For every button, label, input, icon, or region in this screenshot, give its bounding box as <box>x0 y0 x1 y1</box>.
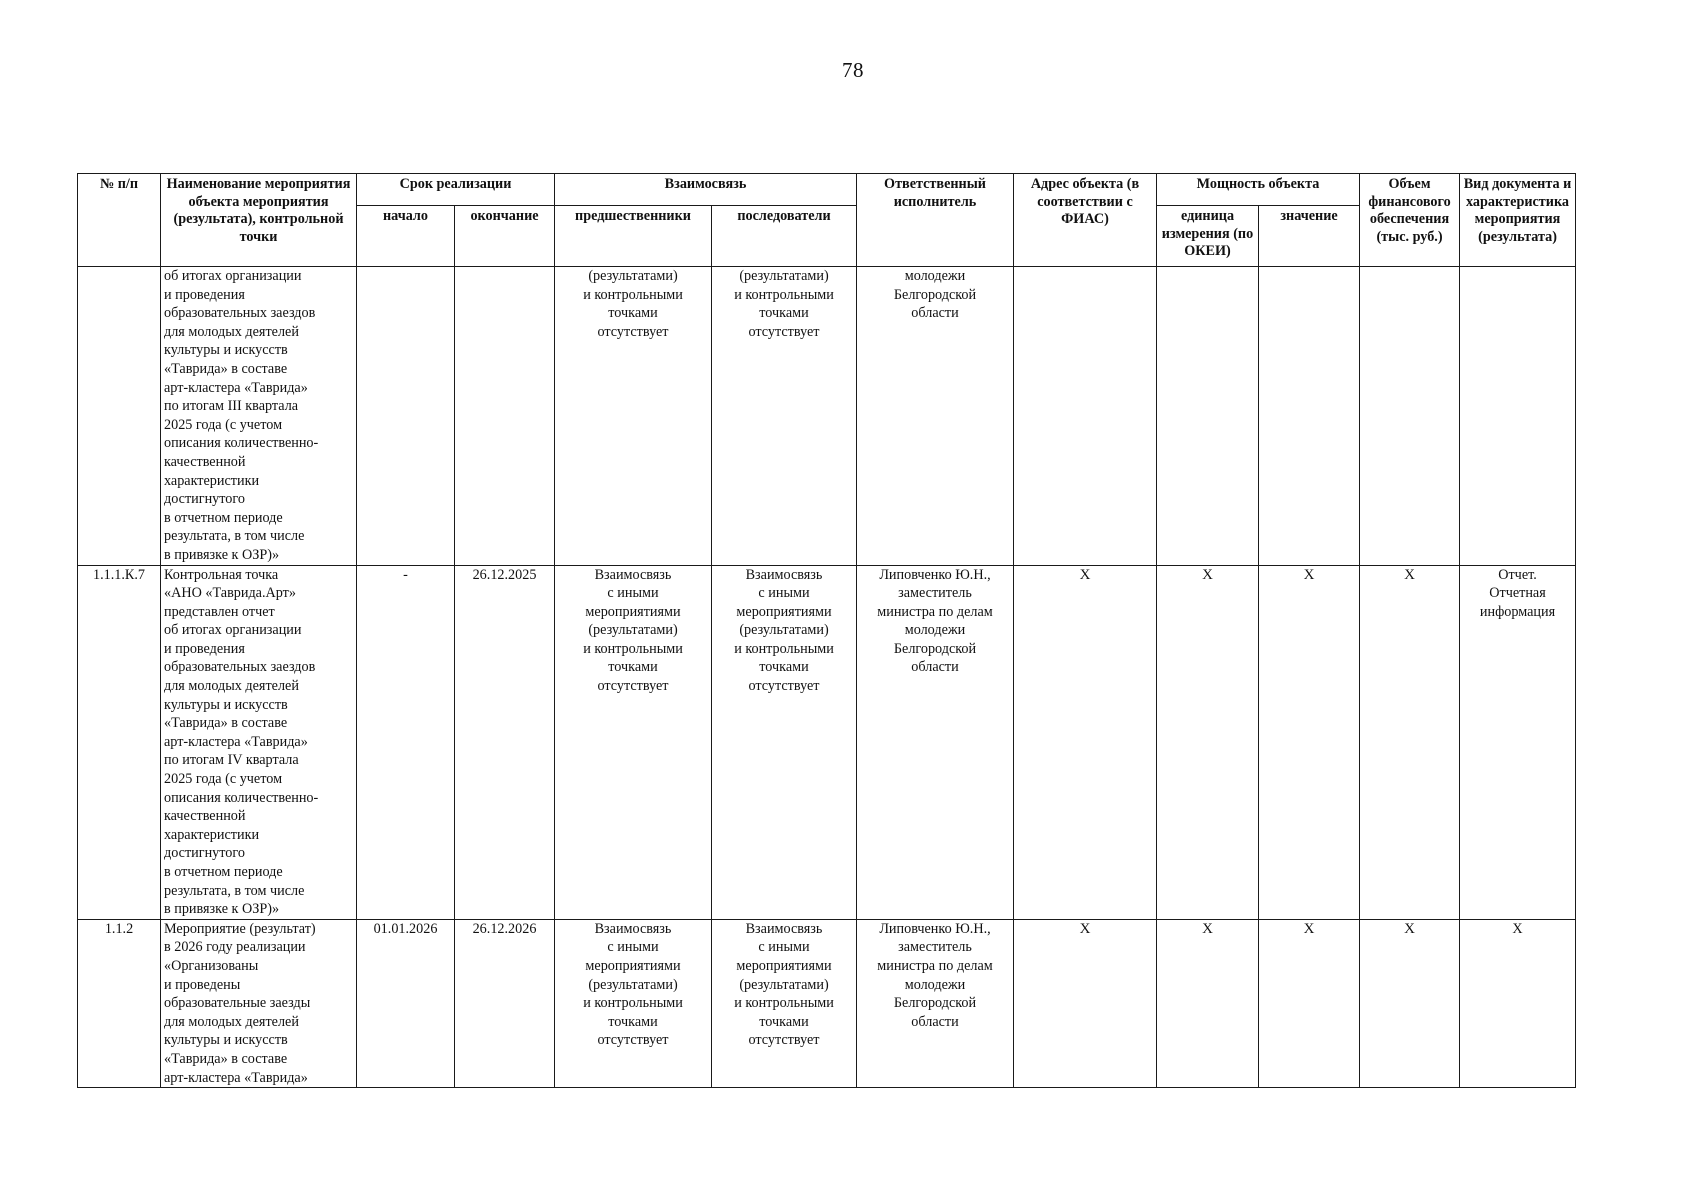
table-row <box>78 267 1706 566</box>
table-row <box>78 565 1706 919</box>
row-start: - <box>357 565 455 919</box>
row-end <box>455 267 555 566</box>
row-unit: X <box>1157 919 1259 1087</box>
header-predecessors: предшественники <box>555 206 712 267</box>
header-successors: последователи <box>712 206 857 267</box>
row-num <box>78 267 161 566</box>
row-successors: Взаимосвязь с иными мероприятиями (результатами) и контрольными точками отсутствует <box>712 919 857 1087</box>
row-name: Контрольная точка «АНО «Таврида.Арт» представлен отчет об итогах организации и проведения образовательных заездов для молодых деятелей культуры и искусств «Таврида» в составе арт-кластера «Таврида» по итогам IV квартала 2025 года (с учетом описания количественно- качественной характеристики достигнутого в отчетном периоде результата, в том числе в привязке к ОЗР)» <box>161 565 357 919</box>
row-value <box>1259 267 1360 566</box>
row-end: 26.12.2025 <box>455 565 555 919</box>
header-name: Наименование мероприятия объекта мероприятия (результата), контрольной точки <box>161 174 357 267</box>
header-relation: Взаимосвязь <box>555 174 857 206</box>
table-row <box>78 919 1706 1087</box>
row-finance: X <box>1360 565 1460 919</box>
header-finance: Объем финансового обеспечения (тыс. руб.) <box>1360 174 1460 267</box>
row-responsible: Липовченко Ю.Н., заместитель министра по делам молодежи Белгородской области <box>857 565 1014 919</box>
row-address: X <box>1014 565 1157 919</box>
row-predecessors: (результатами) и контрольными точками отсутствует <box>555 267 712 566</box>
row-successors: (результатами) и контрольными точками отсутствует <box>712 267 857 566</box>
page-number: 78 <box>842 58 864 82</box>
row-predecessors: Взаимосвязь с иными мероприятиями (результатами) и контрольными точками отсутствует <box>555 919 712 1087</box>
header-period: Срок реализации <box>357 174 555 206</box>
row-address <box>1014 267 1157 566</box>
row-doc <box>1460 267 1576 566</box>
row-finance: X <box>1360 919 1460 1087</box>
row-finance <box>1360 267 1460 566</box>
header-start: начало <box>357 206 455 267</box>
header-end: окончание <box>455 206 555 267</box>
row-unit: X <box>1157 565 1259 919</box>
row-doc: X <box>1460 919 1576 1087</box>
row-responsible: Липовченко Ю.Н., заместитель министра по делам молодежи Белгородской области <box>857 919 1014 1087</box>
row-unit <box>1157 267 1259 566</box>
header-capacity: Мощность объекта <box>1157 174 1360 206</box>
row-value: X <box>1259 565 1360 919</box>
row-responsible: молодежи Белгородской области <box>857 267 1014 566</box>
row-successors: Взаимосвязь с иными мероприятиями (результатами) и контрольными точками отсутствует <box>712 565 857 919</box>
header-value: значение <box>1259 206 1360 267</box>
row-end: 26.12.2026 <box>455 919 555 1087</box>
header-num: № п/п <box>78 174 161 267</box>
header-responsible: Ответственный исполнитель <box>857 174 1014 267</box>
row-doc: Отчет. Отчетная информация <box>1460 565 1576 919</box>
plan-table <box>77 173 1706 1088</box>
row-predecessors: Взаимосвязь с иными мероприятиями (результатами) и контрольными точками отсутствует <box>555 565 712 919</box>
table-header <box>78 174 1706 267</box>
header-doc: Вид документа и характеристика мероприятия (результата) <box>1460 174 1576 267</box>
header-unit: единица измерения (по ОКЕИ) <box>1157 206 1259 267</box>
row-name: Мероприятие (результат) в 2026 году реализации «Организованы и проведены образовательные заезды для молодых деятелей культуры и искусств «Таврида» в составе арт-кластера «Таврида» <box>161 919 357 1087</box>
row-name: об итогах организации и проведения образовательных заездов для молодых деятелей культуры и искусств «Таврида» в составе арт-кластера «Таврида» по итогам III квартала 2025 года (с учетом описания количественно- качественной характеристики достигнутого в отчетном периоде результата, в том числе в привязке к ОЗР)» <box>161 267 357 566</box>
row-start: 01.01.2026 <box>357 919 455 1087</box>
row-num: 1.1.1.К.7 <box>78 565 161 919</box>
row-value: X <box>1259 919 1360 1087</box>
row-start <box>357 267 455 566</box>
row-num: 1.1.2 <box>78 919 161 1087</box>
row-address: X <box>1014 919 1157 1087</box>
header-address: Адрес объекта (в соответствии с ФИАС) <box>1014 174 1157 267</box>
